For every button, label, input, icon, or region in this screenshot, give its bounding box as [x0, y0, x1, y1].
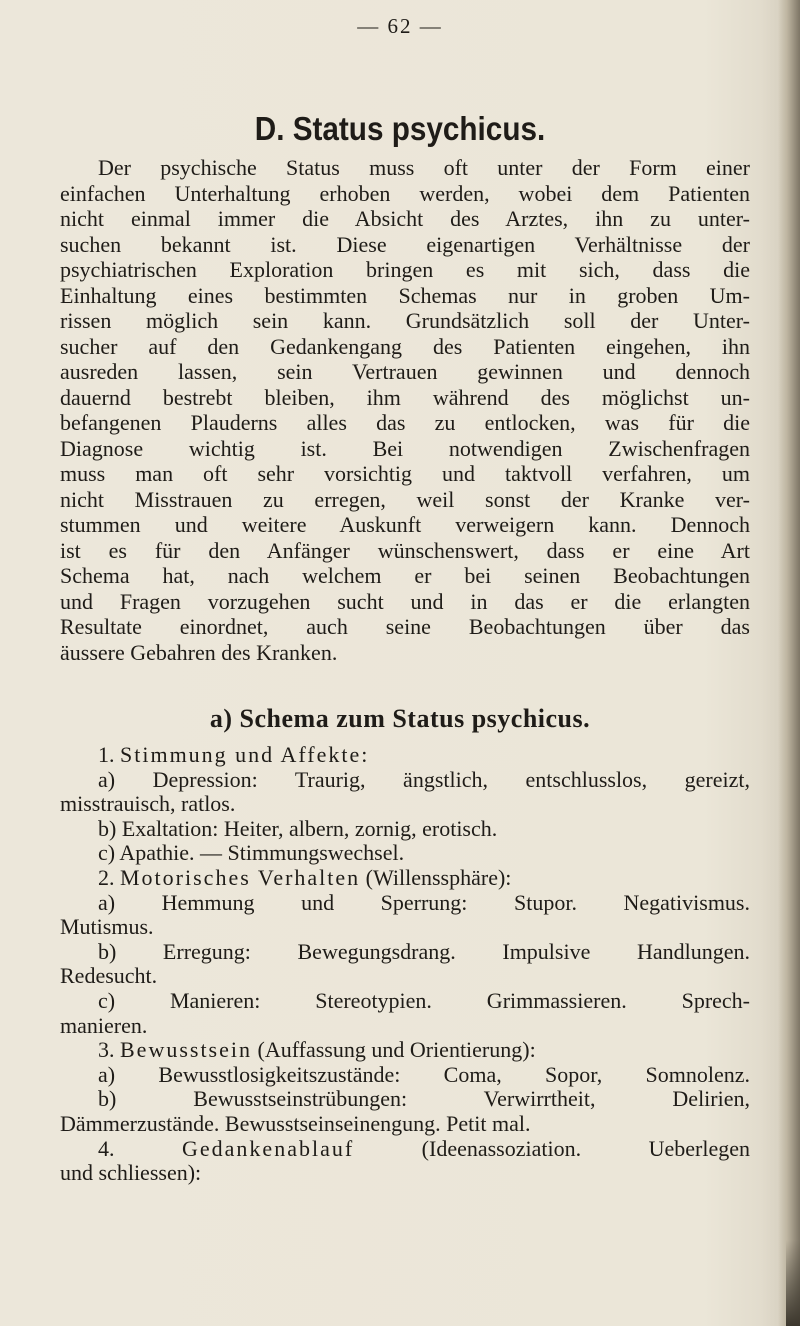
- item-number: 2.: [98, 864, 120, 890]
- schema-line: Redesucht.: [60, 963, 158, 989]
- heading-spaced-text: Gedankenablauf: [182, 1135, 355, 1161]
- schema-line: a) Bewusstlosigkeitszustände: Coma, Sopor, Somnolenz.: [98, 1061, 750, 1087]
- paragraph-line: nicht Misstrauen zu erregen, weil sonst der Kranke ver-: [60, 486, 750, 512]
- paragraph-line: Der psychische Status muss oft unter der Form einer: [98, 155, 750, 180]
- paragraph-line: nicht einmal immer die Absicht des Arztes, ihn zu unter-: [60, 206, 750, 231]
- paragraph-line: sucher auf den Gedankengang des Patienten eingehen, ihn: [60, 333, 750, 359]
- schema-line: b) Bewusstseinstrübungen: Verwirrtheit, Delirien,: [98, 1086, 750, 1112]
- schema-line: a) Hemmung und Sperrung: Stupor. Negativismus.: [98, 889, 750, 915]
- paragraph-line: muss man oft sehr vorsichtig und taktvoll verfahren, um: [60, 461, 750, 486]
- page-corner-shadow: [786, 1240, 800, 1326]
- heading-suffix: (Willenssphäre):: [360, 864, 512, 890]
- schema-line: Mutismus.: [60, 914, 154, 940]
- section-title: D. Status psychicus.: [254, 110, 546, 147]
- schema-line: c) Manieren: Stereotypien. Grimmassieren. Sprech-: [98, 987, 750, 1013]
- paragraph-line: Einhaltung eines bestimmten Schemas nur in groben Um-: [60, 282, 750, 308]
- schema-line: manieren.: [60, 1012, 148, 1038]
- paragraph-line: psychiatrischen Exploration bringen es mit sich, dass die: [60, 257, 750, 282]
- heading-spaced-text: Stimmung und Affekte: [120, 742, 362, 767]
- heading-spaced-text: Motorisches Verhalten: [120, 864, 361, 890]
- heading-spaced-text: Bewusstsein: [120, 1037, 252, 1063]
- schema-line: b) Erregung: Bewegungsdrang. Impulsive Handlungen.: [98, 938, 750, 964]
- schema-list: [60, 743, 750, 1186]
- paragraph-line: befangenen Plauderns alles das zu entlocken, was für die: [60, 410, 750, 435]
- item-number: 4.: [98, 1135, 183, 1161]
- schema-line: und schliessen):: [60, 1160, 202, 1186]
- schema-heading-thought: [60, 1137, 750, 1162]
- paragraph-line: rissen möglich sein kann. Grundsätzlich soll der Unter-: [60, 308, 750, 333]
- page-number: — 62 —: [357, 14, 443, 38]
- schema-line: a) Depression: Traurig, ängstlich, entschlusslos, gereizt,: [98, 766, 750, 792]
- paragraph-line: suchen bekannt ist. Diese eigenartigen Verhältnisse der: [60, 231, 750, 257]
- paragraph-line: dauernd bestrebt bleiben, ihm während des möglichst un-: [60, 384, 750, 410]
- paragraph-line: und Fragen vorzugehen sucht und in das er die erlangten: [60, 588, 750, 614]
- schema-title: a) Schema zum Status psychicus.: [209, 704, 591, 733]
- paragraph-line: einfachen Unterhaltung erhoben werden, wobei dem Patienten: [60, 180, 750, 206]
- paragraph-line: Resultate einordnet, auch seine Beobachtungen über das: [60, 614, 750, 639]
- schema-heading-mood: [60, 743, 750, 768]
- paragraph-line: äussere Gebahren des Kranken.: [60, 639, 338, 665]
- schema-line: misstrauisch, ratlos.: [60, 791, 236, 817]
- page-edge-shadow: [778, 0, 800, 1326]
- schema-line: c) Apathie. — Stimmungswechsel.: [98, 840, 405, 866]
- heading-suffix: (Ideenassoziation. Ueberlegen: [354, 1135, 751, 1161]
- intro-paragraph: [60, 155, 750, 665]
- paragraph-line: ausreden lassen, sein Vertrauen gewinnen und dennoch: [60, 359, 750, 384]
- schema-line: Dämmerzustände. Bewusstseinseinengung. Petit mal.: [60, 1110, 531, 1136]
- paragraph-line: ist es für den Anfänger wünschenswert, dass er eine Art: [60, 537, 750, 563]
- heading-suffix: (Auffassung und Orientierung):: [252, 1037, 536, 1063]
- heading-suffix: :: [361, 742, 368, 767]
- paragraph-line: Diagnose wichtig ist. Bei notwendigen Zwischenfragen: [60, 435, 750, 461]
- paragraph-line: stummen und weitere Auskunft verweigern kann. Dennoch: [60, 512, 750, 537]
- schema-heading-consciousness: [60, 1038, 750, 1063]
- schema-heading-motor: [60, 866, 750, 891]
- schema-line: b) Exaltation: Heiter, albern, zornig, erotisch.: [98, 815, 498, 841]
- item-number: 1.: [98, 742, 120, 767]
- item-number: 3.: [98, 1037, 120, 1063]
- paragraph-line: Schema hat, nach welchem er bei seinen Beobachtungen: [60, 563, 750, 588]
